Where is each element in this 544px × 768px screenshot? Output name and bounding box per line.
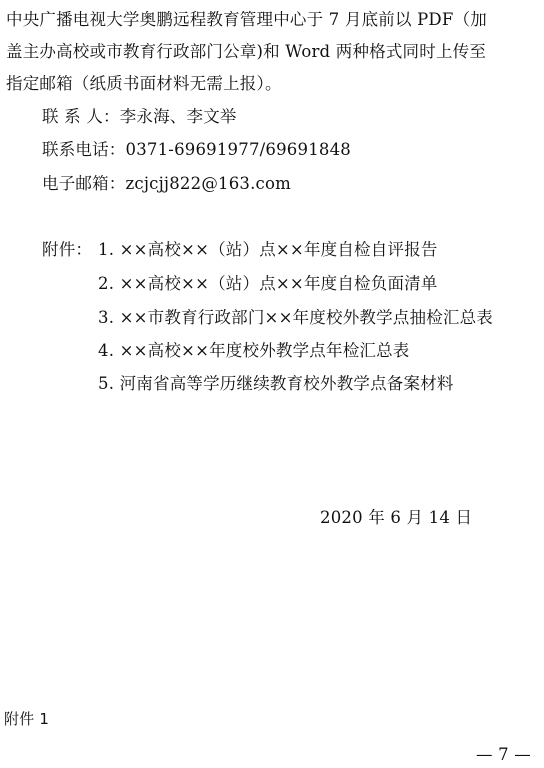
contact-phone: 联系电话：0371-69691977/69691848 <box>42 140 351 159</box>
paragraph-line-3: 指定邮箱（纸质书面材料无需上报）。 <box>6 74 282 93</box>
contact-person: 联 系 人：李永海、李文举 <box>42 107 237 126</box>
page-number: — 7 — <box>476 745 531 764</box>
attachment-item-5: 5. 河南省高等学历继续教育校外教学点备案材料 <box>98 374 454 393</box>
footer-attachment-label: 附件 1 <box>4 710 50 728</box>
attachment-item-4: 4. ××高校××年度校外教学点年检汇总表 <box>98 341 410 360</box>
document-date: 2020 年 6 月 14 日 <box>320 508 473 527</box>
attachment-item-1: 1. ××高校××（站）点××年度自检自评报告 <box>98 240 438 259</box>
paragraph-line-2: 盖主办高校或市教育行政部门公章)和 Word 两种格式同时上传至 <box>6 42 487 61</box>
attachment-item-2: 2. ××高校××（站）点××年度自检负面清单 <box>98 274 438 293</box>
attachments-label: 附件： <box>42 240 93 259</box>
paragraph-line-1: 中央广播电视大学奥鹏远程教育管理中心于 7 月底前以 PDF（加 <box>6 10 487 29</box>
contact-email: 电子邮箱：zcjcjj822@163.com <box>42 174 291 193</box>
attachment-item-3: 3. ××市教育行政部门××年度校外教学点抽检汇总表 <box>98 308 493 327</box>
